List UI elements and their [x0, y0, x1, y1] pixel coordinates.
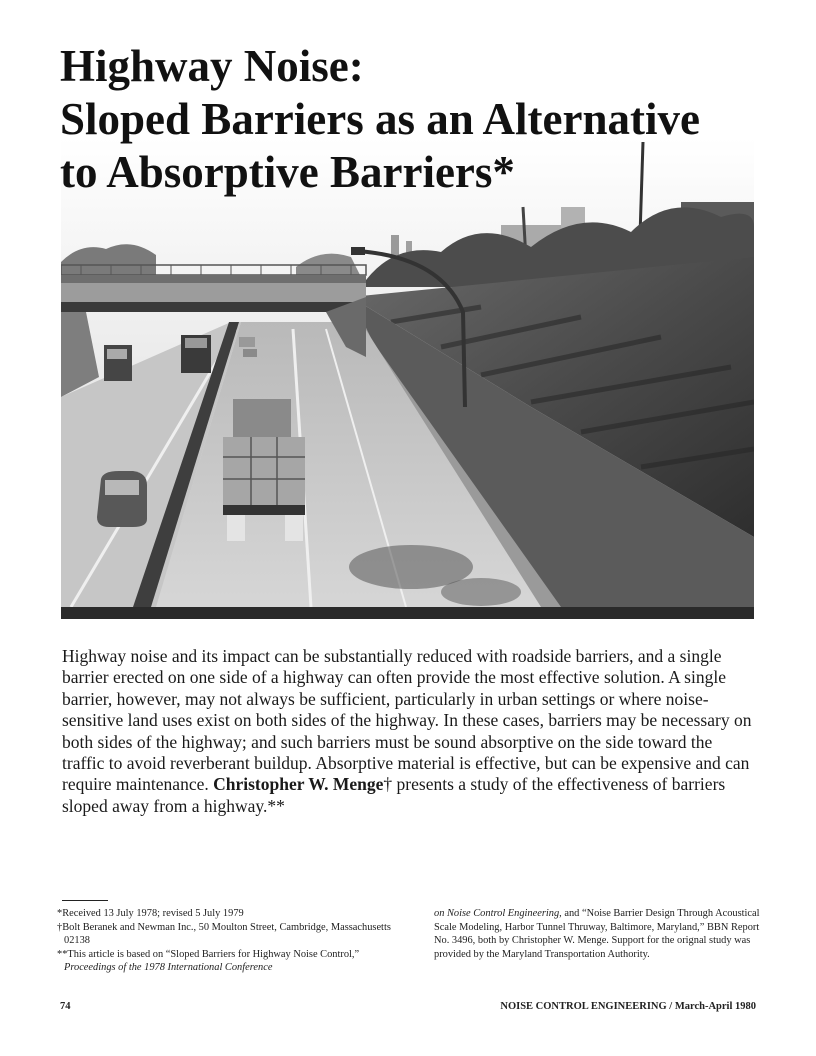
footnotes-left-column: [56, 907, 402, 975]
lead-text: Highway noise and its impact can be substantially reduced with roadside barriers, and a single barrier erected on one side of a highway can often provide the most effective solution. A single barrier, however, may not always be sufficient, particularly in urban settings or where noise-sensitive land uses exist on both sides of the highway. In these cases, barriers may be necessary on both sides of the highway; and such barriers must be sound absorptive on the side toward the traffic to avoid reverberant buildup. Absorptive material is effective, but can be expensive and can require maintenance.: [62, 646, 752, 795]
title-line-2: Sloped Barriers as an Alternative: [60, 94, 700, 144]
lead-paragraph: [62, 646, 752, 817]
title-line-1: Highway Noise:: [60, 41, 364, 91]
footnote-affiliation: †Bolt Beranek and Newman Inc., 50 Moulton Street, Cambridge, Massachusetts 02138: [57, 921, 391, 947]
footnote-received: *Received 13 July 1978; revised 5 July 1979: [57, 908, 244, 919]
footnote-basis-continued: [434, 907, 760, 961]
page-number: 74: [60, 1001, 71, 1012]
footnote-basis-italic-2: on Noise Control Engineering,: [434, 908, 562, 919]
author-name: Christopher W. Menge: [213, 774, 384, 795]
footnote-divider: [62, 900, 108, 901]
title-line-3: to Absorptive Barriers*: [60, 147, 515, 197]
lead-text-end: † presents a study of the effectiveness of barriers sloped away from a highway.**: [62, 774, 726, 816]
page-footer: [60, 1001, 756, 1015]
article-title: [60, 40, 760, 199]
footnote-basis-text-2: and “Noise Barrier Design Through Acoustical Scale Modeling, Harbor Tunnel Thruway, Baltimore, Maryland,” BBN Report No. 3496, both by Christopher W. Menge. Support for the orignal study was provided by the Maryland Transportation Authority.: [434, 908, 760, 960]
footnotes-right-column: [434, 907, 760, 961]
highway-photo: [61, 137, 754, 619]
footnote-basis-italic: Proceedings of the 1978 International Conference: [64, 962, 273, 974]
footnote-basis-text: **This article is based on “Sloped Barriers for Highway Noise Control,”: [57, 948, 360, 960]
footnote-basis: [56, 948, 402, 975]
journal-issue: NOISE CONTROL ENGINEERING / March-April 1980: [500, 1001, 756, 1012]
